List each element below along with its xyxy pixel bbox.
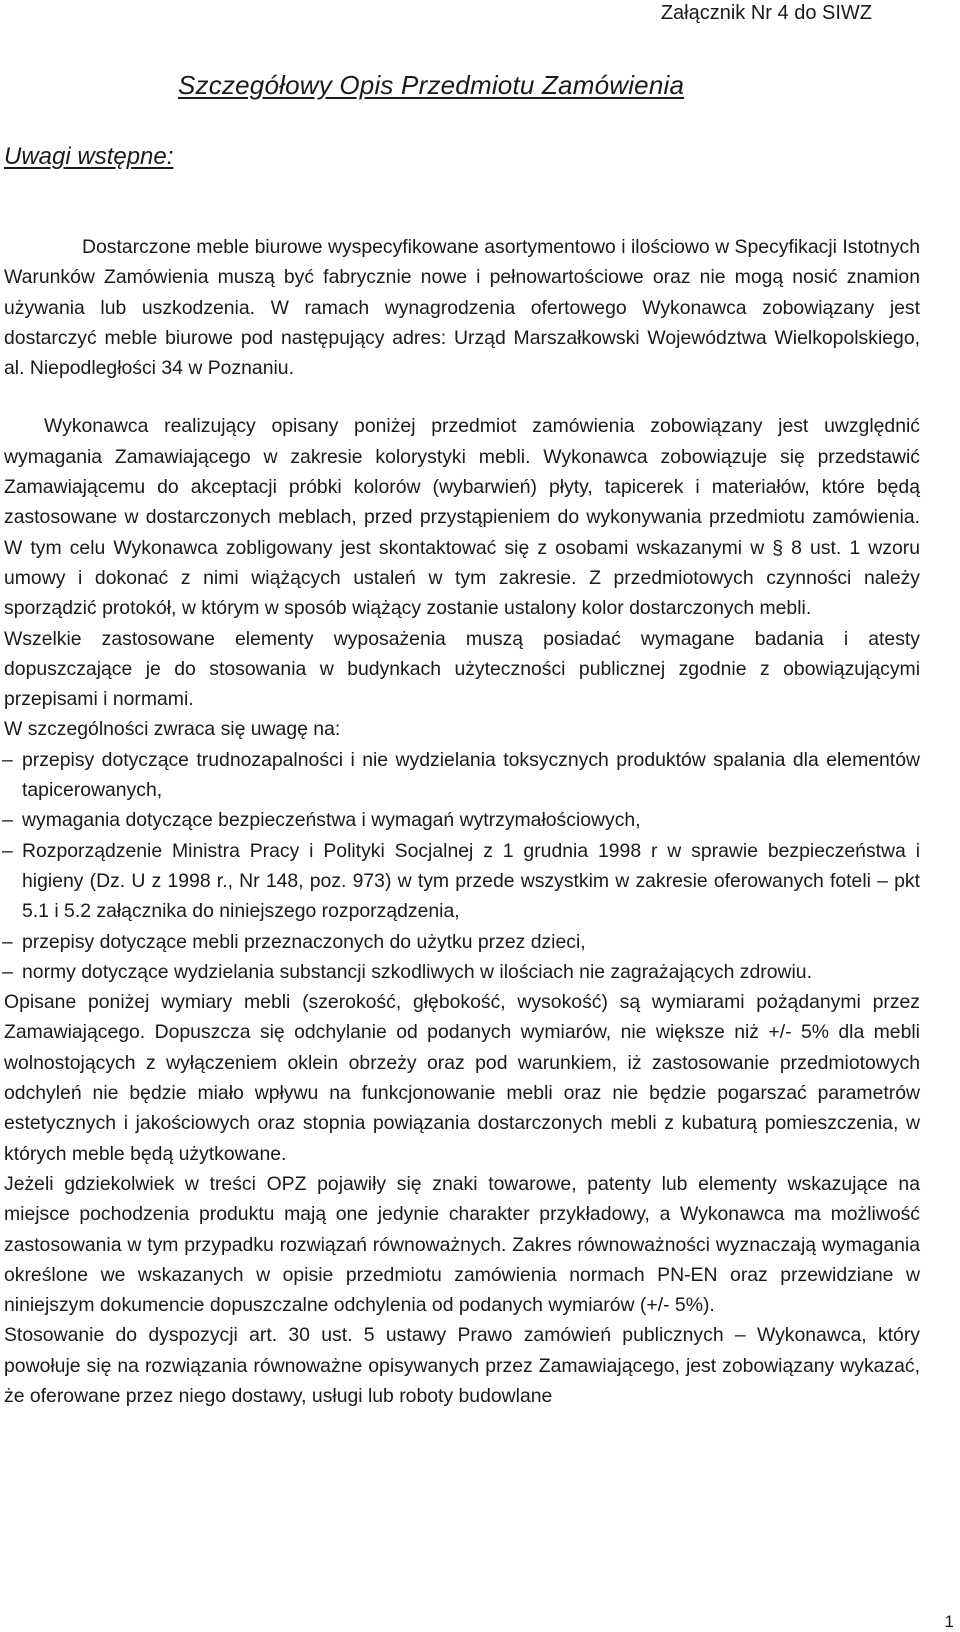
list-item: – wymagania dotyczące bezpieczeństwa i wymagań wytrzymałościowych,: [4, 805, 920, 835]
section-heading-intro: Uwagi wstępne:: [4, 143, 174, 170]
requirements-list: [4, 745, 920, 987]
document-body: [4, 232, 920, 1411]
paragraph-dimensions: Opisane poniżej wymiary mebli (szerokość, głębokość, wysokość) są wymiarami pożądanymi przez Zamawiającego. Dopuszcza się odchylanie od podanych wymiarów, nie większe niż +/- 5% dla mebli wolnostojących z wyłączeniem oklein obrzeży oraz pod warunkiem, iż zastosowanie przedmiotowych odchyleń nie będzie miało wpływu na funkcjonowanie mebli oraz nie będzie pogarszać parametrów estetycznych i jakościowych oraz stopnia powiązania dostarczonych mebli z kubaturą pomieszczenia, w których meble będą użytkowane.: [4, 991, 920, 1165]
attachment-label: Załącznik Nr 4 do SIWZ: [660, 2, 872, 24]
paragraph-equivalence: Jeżeli gdziekolwiek w treści OPZ pojawiły się znaki towarowe, patenty lub elementy wskazujące na miejsce pochodzenia produktu mają one jedynie charakter przykładowy, a Wykonawca ma możliwość zastosowania w tym przypadku rozwiązań równoważnych. Zakres równoważności wyznaczają wymagania określone we wskazanych w opisie przedmiotu zamówienia normach PN-EN oraz przewidziane w niniejszym dokumencie dopuszczalne odchylenia od podanych wymiarów (+/- 5%).: [4, 1172, 920, 1317]
paragraph-attention: W szczególności zwraca się uwagę na:: [4, 718, 341, 741]
list-item: – przepisy dotyczące trudnozapalności i nie wydzielania toksycznych produktów spalania dla elementów tapicerowanych,: [4, 745, 920, 806]
list-item: – przepisy dotyczące mebli przeznaczonych do użytku przez dzieci,: [4, 927, 920, 957]
page-number: 1: [944, 1612, 954, 1631]
paragraph-colors: Wykonawca realizujący opisany poniżej przedmiot zamówienia zobowiązany jest uwzględnić wymagania Zamawiającego w zakresie kolorystyki mebli. Wykonawca zobowiązuje się przedstawić Zamawiającemu do akceptacji próbki kolorów (wybarwień) płyty, tapicerek i materiałów, które będą zastosowane w dostarczonych meblach, przed przystąpieniem do wykonywania przedmiotu zamówienia. W tym celu Wykonawca zobligowany jest skontaktować się z osobami wskazanymi w § 8 ust. 1 wzoru umowy i dokonać z nimi wiążących ustaleń w tym zakresie. Z przedmiotowych czynności należy sporządzić protokół, w którym w sposób wiążący zostanie ustalony kolor dostarczonych mebli.: [4, 415, 920, 620]
list-item: – Rozporządzenie Ministra Pracy i Polityki Socjalnej z 1 grudnia 1998 r w sprawie bezpieczeństwa i higieny (Dz. U z 1998 r., Nr 148, poz. 973) w tym przede wszystkim w zakresie oferowanych foteli – pkt 5.1 i 5.2 załącznika do niniejszego rozporządzenia,: [4, 836, 920, 927]
document-title: Szczegółowy Opis Przedmiotu Zamówienia: [178, 70, 685, 100]
paragraph-legal-basis: Stosowanie do dyspozycji art. 30 ust. 5 ustawy Prawo zamówień publicznych – Wykonawca, który powołuje się na rozwiązania równoważne opisywanych przez Zamawiającego, jest zobowiązany wykazać, że oferowane przez niego dostawy, usługi lub roboty budowlane: [4, 1324, 920, 1407]
list-item: – normy dotyczące wydzielania substancji szkodliwych w ilościach nie zagrażających zdrowiu.: [4, 957, 920, 987]
paragraph-certificates: Wszelkie zastosowane elementy wyposażenia muszą posiadać wymagane badania i atesty dopuszczające je do stosowania w budynkach użyteczności publicznej zgodnie z obowiązującymi przepisami i normami.: [4, 627, 920, 711]
paragraph-delivery: Dostarczone meble biurowe wyspecyfikowane asortymentowo i ilościowo w Specyfikacji Istotnych Warunków Zamówienia muszą być fabrycznie nowe i pełnowartościowe oraz nie mogą nosić znamion używania lub uszkodzenia. W ramach wynagrodzenia ofertowego Wykonawca zobowiązany jest dostarczyć meble biurowe pod następujący adres: Urząd Marszałkowski Województwa Wielkopolskiego, al. Niepodległości 34 w Poznaniu.: [4, 236, 920, 380]
